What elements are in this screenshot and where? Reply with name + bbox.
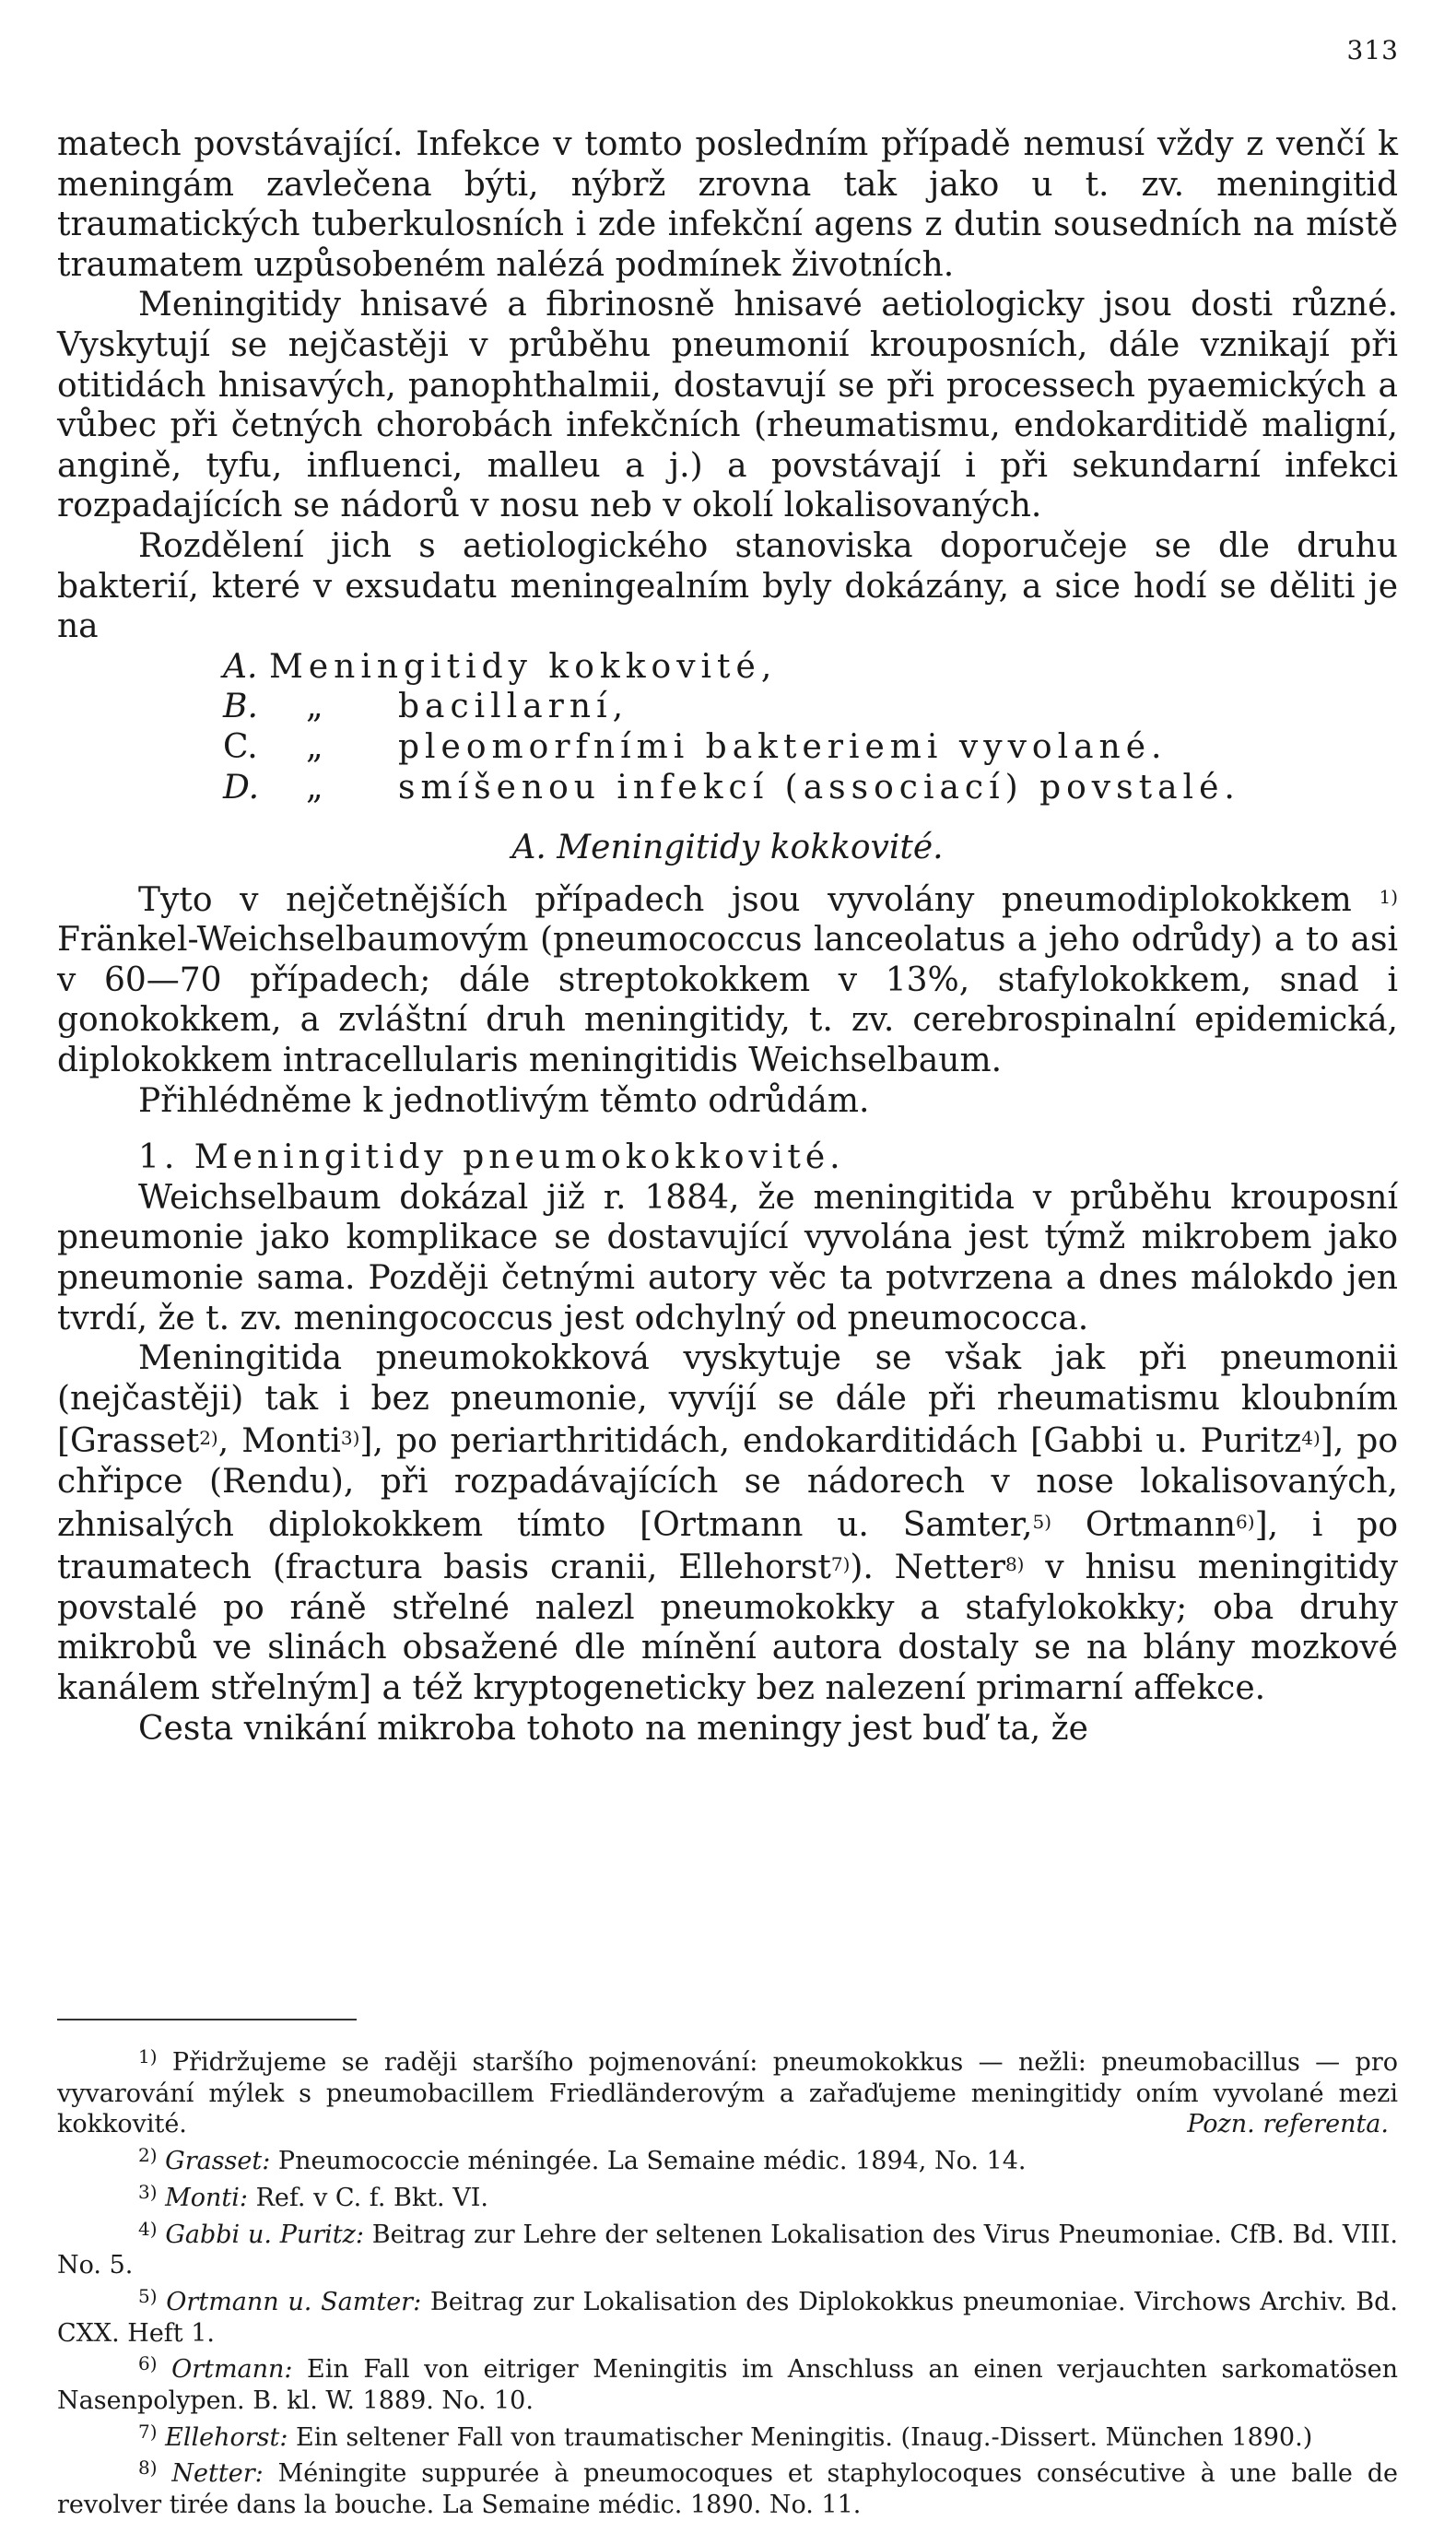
class-name: Meningitidy kokkovité, xyxy=(269,647,778,686)
footnote-ref: 7) xyxy=(830,1553,851,1576)
footnote-text: Beitrag zur Lokalisation des Diplokokkus pneumoniae. Virchows Archiv. Bd. CXX. Heft 1. xyxy=(57,2287,1398,2348)
section-heading: A. Meningitidy kokkovité. xyxy=(511,829,944,867)
footnote-mark: 2) xyxy=(138,2144,158,2167)
class-letter: D. xyxy=(223,768,260,807)
footnote-author: Monti: xyxy=(165,2183,248,2212)
footnote-mark: 8) xyxy=(138,2456,158,2480)
paragraph: Cesta vnikání mikroba tohoto na meningy jest buď ta, že xyxy=(138,1709,1088,1748)
footnote xyxy=(57,2349,1398,2416)
classification-item xyxy=(57,687,1398,727)
footnote-author: Ortmann u. Samter: xyxy=(166,2287,422,2316)
paragraph-text: Ortmann xyxy=(1051,1505,1237,1544)
class-letter: B. xyxy=(223,688,258,726)
footnote xyxy=(57,2417,1398,2454)
class-letter: C. xyxy=(223,727,258,766)
paragraph-text: ], i po traumatech (fractura basis cranii, Ellehorst xyxy=(57,1505,1399,1587)
paragraph: Weichselbaum dokázal již r. 1884, že meningitida v průběhu krouposní pneumonie jako komplikace se dostavující vyvolána jest týmž mikrobem jako pneumonie sama. Později četnými autory věc ta potvrzena a dnes málokdo jen tvrdí, že t. zv. meningococcus jest odchylný od pneumococca. xyxy=(57,1178,1398,1337)
footnote-text: Méningite suppurée à pneumocoques et staphylocoques consécutive à une balle de revolver tirée dans la bouche. La Semaine médic. 1890. No. 11. xyxy=(57,2459,1399,2520)
footnote-mark: 3) xyxy=(138,2180,158,2203)
main-text xyxy=(57,124,1398,1749)
footnote-mark: 5) xyxy=(138,2284,158,2307)
footnote-mark: 7) xyxy=(138,2420,158,2443)
ditto-mark: „ xyxy=(306,688,323,726)
footnote xyxy=(57,2453,1398,2520)
footnote-ref: 6) xyxy=(1236,1510,1255,1533)
classification-item xyxy=(57,768,1398,808)
paragraph: Rozdělení jich s aetiologického stanoviska doporučeje se dle druhu bakterií, které v exsudatu meningealním byly dokázány, a sice hodí se děliti je na xyxy=(57,526,1398,646)
paragraph: Přihlédněme k jednotlivým těmto odrůdám. xyxy=(138,1081,870,1120)
footnote-author: Ortmann: xyxy=(171,2355,293,2385)
footnote-text: Ein Fall von eitriger Meningitis im Anschluss an einen verjauchten sarkomatösen Nasenpolypen. B. kl. W. 1889. No. 10. xyxy=(57,2355,1398,2416)
paragraph-text: , Monti xyxy=(217,1422,341,1461)
footnote xyxy=(57,2042,1398,2140)
classification-item xyxy=(57,647,1398,688)
footnote-mark: 1) xyxy=(138,2045,158,2067)
footnote-text: Ein seltener Fall von traumatischer Meningitis. (Inaug.-Dissert. München 1890.) xyxy=(288,2422,1313,2452)
ditto-mark: „ xyxy=(306,768,323,807)
footnote-author: Ellehorst: xyxy=(165,2422,288,2452)
paragraph: matech povstávající. Infekce v tomto posledním případě nemusí vždy z venčí k meningám zavlečena býti, nýbrž zrovna tak jako u t. zv. meningitid traumatických tuberkulosních i zde infekční agens z dutin sousedních na místě traumatem uzpůsobeném nalézá podmínek životních. xyxy=(57,125,1398,284)
paragraph: Meningitidy hnisavé a fibrinosně hnisavé aetiologicky jsou dosti různé. Vyskytují se nejčastěji v průběhu pneumonií krouposních, dále vznikají při otitidách hnisavých, panophthalmii, dostavují se při processech pyaemických a vůbec při četných chorobách infekčních (rheumatismu, endokarditidě maligní, angině, tyfu, influenci, malleu a j.) a povstávají i při sekundarní infekci rozpadajících se nádorů v nosu neb v okolí lokalisovaných. xyxy=(57,286,1398,525)
paragraph-text: Tyto v nejčetnějších případech jsou vyvolány pneumodiplokokkem xyxy=(138,880,1352,919)
footnote-text: Beitrag zur Lehre der seltenen Lokalisation des Virus Pneumoniae. CfB. Bd. VIII. No. 5. xyxy=(57,2220,1398,2280)
footnotes xyxy=(57,2042,1398,2521)
footnote xyxy=(57,2177,1398,2214)
paragraph-text: ], po chřipce (Rendu), při rozpadávajících se nádorech v nose lokalisovaných, zhnisalých diplokokkem tímto [Ortmann u. Samter, xyxy=(57,1422,1398,1544)
footnote-ref: 3) xyxy=(340,1427,360,1450)
class-name: bacillarní, xyxy=(398,688,629,726)
footnote-text: Přidržujeme se raději staršího pojmenování: pneumokokkus — nežli: pneumobacillus — pro vyvarování mýlek s pneumobacillem Friedländerovým a zařaďujeme meningitidy oním vyvolané mezi kokkovité. xyxy=(57,2048,1398,2139)
footnote-mark: 4) xyxy=(138,2217,158,2240)
footnote-author: Grasset: xyxy=(165,2147,271,2176)
class-letter: A. xyxy=(223,647,258,686)
page-number: 313 xyxy=(1346,35,1399,65)
classification-item xyxy=(57,727,1398,768)
paragraph xyxy=(57,1338,1398,1708)
paragraph xyxy=(57,878,1398,1081)
footnote-author: Gabbi u. Puritz: xyxy=(165,2220,364,2249)
paragraph-text: v hnisu meningitidy povstalé po ráně střelné nalezl pneumokokky a stafylokokky; oba druhy mikrobů ve slinách obsažené dle mínění autora dostaly se na blány mozkové kanálem střelným] a též kryptogeneticky bez nalezení primarní affekce. xyxy=(57,1549,1398,1707)
footnote-mark: 6) xyxy=(138,2352,158,2375)
ditto-mark: „ xyxy=(306,727,323,766)
footnote-ref: 4) xyxy=(1301,1427,1321,1450)
subheading: 1. Meningitidy pneumokokkovité. xyxy=(138,1138,845,1177)
footnote xyxy=(57,2214,1398,2281)
paragraph-text: ], po periarthritidách, endokarditidách [Gabbi u. Puritz xyxy=(359,1422,1302,1461)
footnote-author: Netter: xyxy=(171,2459,264,2489)
footnote-rule xyxy=(57,2019,357,2020)
paragraph-text: ). Netter xyxy=(850,1549,1005,1587)
footnote-ref: 1) xyxy=(1379,885,1398,908)
footnote-text: Pneumococcie méningée. La Semaine médic. 1894, No. 14. xyxy=(270,2147,1027,2176)
class-name: pleomorfními bakteriemi vyvolané. xyxy=(398,727,1168,766)
paragraph-text: Fränkel-Weichselbaumovým (pneumococcus lanceolatus a jeho odrůdy) a to asi v 60—70 případech; dále streptokokkem v 13%, stafylokokkem, snad i gonokokkem, a zvláštní druh meningitidy, t. zv. cerebrospinalní epidemická, diplokokkem intracellularis meningitidis Weichselbaum. xyxy=(57,921,1398,1080)
footnote xyxy=(57,2281,1398,2349)
footnote-ref: 5) xyxy=(1032,1510,1051,1533)
footnote-signature: Pozn. referenta. xyxy=(1187,2110,1389,2139)
footnote-ref: 2) xyxy=(199,1427,218,1450)
paragraph-text: Meningitida pneumokokková vyskytuje se však jak při pneumonii (nejčastěji) tak i bez pneumonie, vyvíjí se dále při rheumatismu kloubním [Grasset xyxy=(57,1339,1398,1461)
footnote-ref: 8) xyxy=(1004,1553,1025,1576)
class-name: smíšenou infekcí (associací) povstalé. xyxy=(398,768,1240,807)
footnote xyxy=(57,2140,1398,2177)
footnote-text: Ref. v C. f. Bkt. VI. xyxy=(248,2183,488,2212)
